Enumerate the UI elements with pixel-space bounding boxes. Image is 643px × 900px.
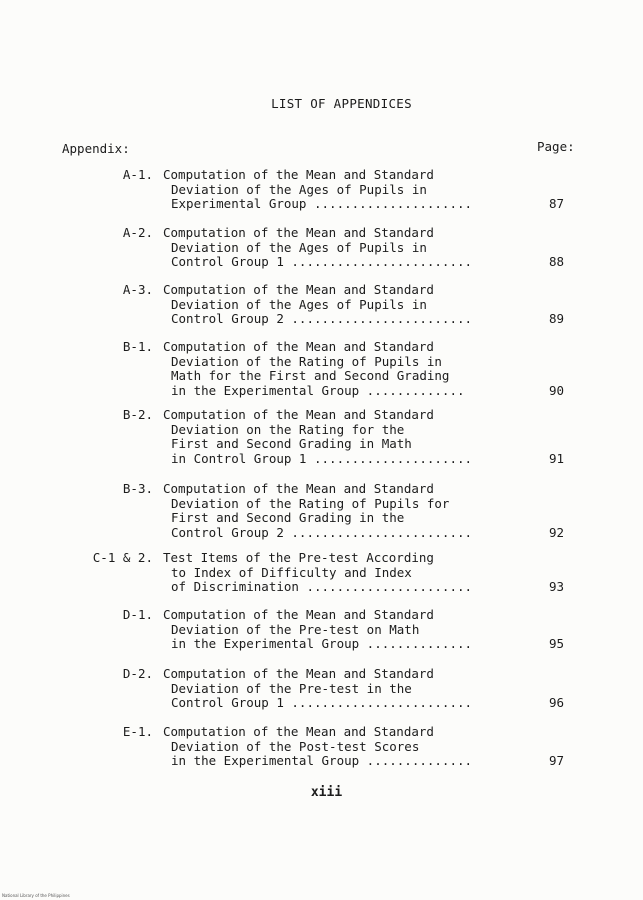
description-line: to Index of Difficulty and Index (171, 564, 412, 580)
page-number: 87 (549, 196, 565, 211)
description-line: in the Experimental Group ............. (171, 382, 465, 398)
description-line: Control Group 2 ........................ (171, 524, 473, 540)
appendix-code: B-3. (122, 481, 153, 496)
description-line: Computation of the Mean and Standard (163, 607, 434, 622)
page-number: 97 (549, 753, 565, 768)
page-title: LIST OF APPENDICES (271, 96, 412, 111)
description-line: First and Second Grading in the (171, 510, 405, 525)
description-line: Computation of the Mean and Standard (163, 339, 434, 354)
description-line: Math for the First and Second Grading (171, 368, 450, 383)
description-line: Deviation of the Post-test Scores (171, 738, 420, 754)
page-number: 90 (549, 382, 565, 398)
appendix-code: D-2. (122, 666, 153, 681)
description-line: Experimental Group ..................... (171, 196, 473, 211)
description-line: Computation of the Mean and Standard (163, 407, 434, 422)
appendix-description (163, 168, 472, 212)
description-line: Deviation of the Rating of Pupils for (171, 495, 450, 511)
description-line: Deviation of the Ages of Pupils in (171, 296, 427, 312)
appendix-description (163, 482, 472, 540)
appendix-description (163, 283, 472, 327)
description-line: in the Experimental Group .............. (171, 753, 473, 768)
description-line: Deviation on the Rating for the (171, 421, 405, 437)
description-line: Computation of the Mean and Standard (163, 282, 434, 297)
appendix-code: B-1. (122, 339, 153, 354)
description-line: Computation of the Mean and Standard (163, 481, 434, 496)
page-number: 92 (549, 524, 565, 540)
appendix-column-heading: Appendix: (62, 141, 130, 156)
appendix-description (163, 408, 472, 466)
appendix-code: A-1. (122, 167, 153, 182)
appendix-description (163, 340, 465, 398)
description-line: of Discrimination ...................... (171, 579, 473, 594)
appendix-description (163, 725, 472, 769)
description-line: in Control Group 1 ..................... (171, 450, 473, 466)
description-line: Computation of the Mean and Standard (163, 724, 434, 739)
description-line: Test Items of the Pre-test According (163, 550, 434, 565)
page-number: 89 (549, 311, 565, 326)
appendix-description (163, 551, 472, 595)
description-line: Computation of the Mean and Standard (163, 167, 434, 182)
appendix-code: A-2. (122, 225, 153, 240)
description-line: Deviation of the Ages of Pupils in (171, 181, 427, 197)
description-line: Deviation of the Ages of Pupils in (171, 239, 427, 255)
description-line: Control Group 1 ........................ (171, 695, 473, 710)
description-line: Computation of the Mean and Standard (163, 666, 434, 681)
appendix-code: D-1. (122, 607, 153, 622)
page-number: 95 (549, 636, 565, 651)
page-folio: xiii (310, 785, 343, 800)
appendix-code: A-3. (122, 282, 153, 297)
page-number: 96 (549, 695, 565, 710)
description-line: in the Experimental Group .............. (171, 636, 473, 651)
appendix-code: E-1. (122, 724, 153, 739)
page-number: 91 (549, 450, 565, 466)
description-line: Computation of the Mean and Standard (163, 225, 434, 240)
description-line: Control Group 2 ........................ (171, 311, 473, 326)
appendix-description (163, 226, 472, 270)
description-line: Deviation of the Pre-test in the (171, 680, 412, 696)
page-number: 93 (549, 579, 565, 594)
appendix-code: B-2. (122, 407, 153, 422)
description-line: First and Second Grading in Math (171, 436, 412, 451)
description-line: Deviation of the Pre-test on Math (171, 621, 420, 637)
appendix-code: C-1 & 2. (92, 550, 153, 565)
scan-footer: National Library of the Philippines (2, 893, 70, 898)
appendix-description (163, 667, 472, 711)
appendix-description (163, 608, 472, 652)
page-column-heading: Page: (537, 139, 575, 154)
description-line: Deviation of the Rating of Pupils in (171, 353, 442, 369)
page-number: 88 (549, 254, 565, 269)
description-line: Control Group 1 ........................ (171, 254, 473, 269)
